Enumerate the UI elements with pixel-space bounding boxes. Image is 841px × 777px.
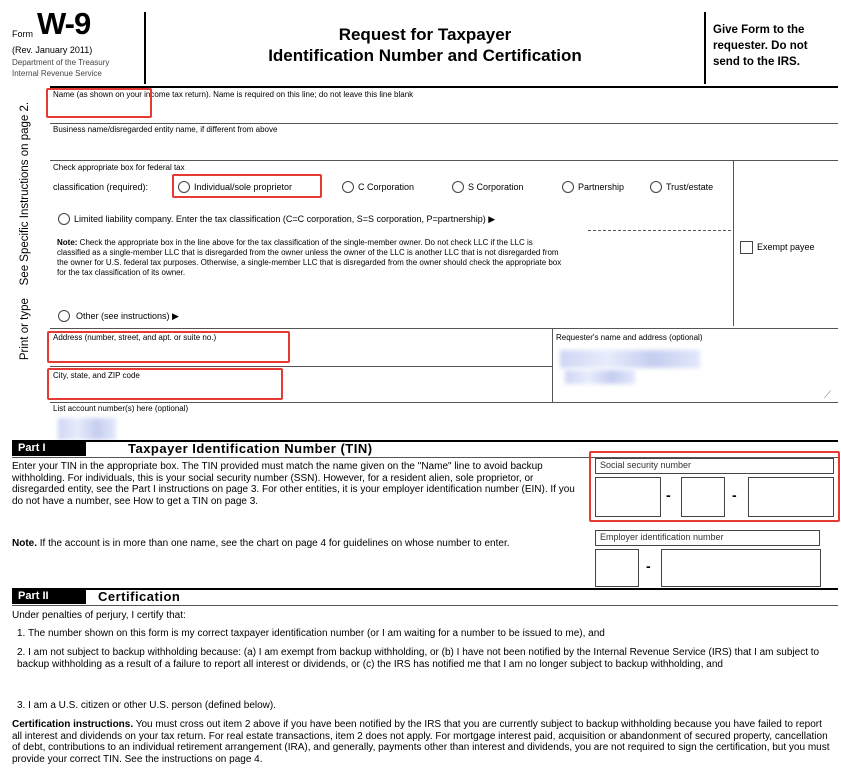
radio-c-corporation[interactable] — [342, 181, 354, 193]
redacted-requester-2 — [565, 370, 635, 384]
part1-note: Note. If the account is in more than one name, see the chart on page 4 for guidelines on whose number to enter. — [12, 538, 510, 549]
revision-date: (Rev. January 2011) — [12, 45, 93, 55]
agency: Internal Revenue Service — [12, 69, 102, 78]
highlight-address — [47, 331, 290, 363]
option-c-corp-label: C Corporation — [358, 182, 415, 192]
option-partnership-label: Partnership — [578, 182, 625, 192]
highlight-name — [46, 88, 152, 118]
ssn-label: Social security number — [595, 458, 834, 474]
form-title: Request for Taxpayer Identification Number and Certification — [268, 25, 582, 65]
ein-label: Employer identification number — [595, 530, 820, 546]
part2-title: Certification — [98, 589, 181, 604]
give-form-note: Give Form to the requester. Do not send to the IRS. — [713, 24, 808, 68]
radio-s-corporation[interactable] — [452, 181, 464, 193]
name-input[interactable] — [53, 102, 833, 122]
classification-note: Note: Check the appropriate box in the line above for the tax classification of the single-member owner. Do not check LLC if the LLC is classified as a single-member LLC that is disregarded from the owner unless the owner of the LLC is another LLC that is not disregarded from the owner for U.S. federal tax purposes. Otherwise, a single-member LLC that is disregarded from the owner should check the appropriate box for the tax classification of its owner. — [57, 238, 562, 277]
llc-classification-input[interactable] — [588, 212, 731, 231]
classification-required-label: classification (required): — [53, 182, 149, 192]
cert-item-3: 3. I am a U.S. citizen or other U.S. person (defined below). — [17, 700, 277, 711]
cert-item-1: 1. The number shown on this form is my correct taxpayer identification number (or I am waiting for a number to be issued to me), and — [17, 628, 605, 639]
name-label: Name (as shown on your income tax return). Name is required on this line; do not leave this line blank — [53, 90, 414, 99]
radio-partnership[interactable] — [562, 181, 574, 193]
account-input[interactable] — [53, 416, 833, 436]
account-label: List account number(s) here (optional) — [53, 404, 189, 413]
ssn-dash-2: - — [732, 487, 737, 503]
highlight-city — [47, 368, 283, 400]
option-individual-label: Individual/sole proprietor — [194, 182, 293, 192]
radio-llc[interactable] — [58, 213, 70, 225]
cert-item-2: 2. I am not subject to backup withholding because: (a) I am exempt from backup withholding, or (b) I have not been notified by the Internal Revenue Service (IRS) that I am subject to backup withholding as a result of a failure to report all interest or dividends, or (c) the IRS has notified me that I am no longer subject to backup withholding, and — [17, 647, 820, 670]
form-word: Form — [12, 29, 33, 39]
radio-trust-estate[interactable] — [650, 181, 662, 193]
option-s-corp-label: S Corporation — [468, 182, 524, 192]
ssn-dash-1: - — [666, 487, 671, 503]
other-label: Other (see instructions) ▶ — [76, 311, 179, 321]
part1-title: Taxpayer Identification Number (TIN) — [128, 441, 373, 456]
resize-handle-icon[interactable]: ⟋ — [824, 390, 831, 401]
side-instructions: Print or type See Specific Instructions on page 2. — [19, 101, 31, 361]
ein-dash: - — [646, 558, 651, 574]
part2-label: Part II — [12, 589, 86, 604]
department: Department of the Treasury — [12, 58, 110, 67]
form-header — [0, 0, 841, 88]
form-number: W-9 — [37, 6, 91, 41]
highlight-individual — [172, 174, 322, 198]
classification-label: Check appropriate box for federal tax — [53, 163, 185, 172]
ein-part1-input[interactable] — [595, 549, 639, 587]
redacted-account — [58, 418, 116, 440]
address-label: Address (number, street, and apt. or suite no.) — [53, 333, 217, 342]
exempt-payee-label: Exempt payee — [757, 242, 815, 252]
requester-label: Requester's name and address (optional) — [556, 333, 703, 342]
cert-instructions: Certification instructions. You must cross out item 2 above if you have been notified by the IRS that you are currently subject to backup withholding because you have failed to report all interest and dividends on your tax return. For real estate transactions, item 2 does not apply. For mortgage interest paid, acquisition or abandonment of secured property, cancellation of debt, contributions to an individual retirement arrangement (IRA), and generally, payments other than interest and dividends, you are not required to sign the certification, but you must provide your correct TIN. See the instructions on page 4. — [12, 719, 830, 765]
highlight-ssn — [589, 451, 840, 522]
ein-part2-input[interactable] — [661, 549, 821, 587]
llc-label: Limited liability company. Enter the tax classification (C=C corporation, S=S corporation, P=partnership) ▶ — [74, 214, 496, 224]
city-label: City, state, and ZIP code — [53, 371, 140, 380]
part1-label: Part I — [12, 441, 86, 456]
business-name-input[interactable] — [53, 137, 833, 159]
exempt-payee-checkbox[interactable] — [740, 241, 753, 254]
part1-text: Enter your TIN in the appropriate box. The TIN provided must match the name given on the "Name" line to avoid backup withholding. For individuals, this is your social security number (SSN). However, for a resident alien, sole proprietor, or disregarded entity, see the Part I instructions on page 3. For other entities, it is your employer identification number (EIN). If you do not have a number, see How to get a TIN on page 3. — [12, 461, 575, 507]
radio-other[interactable] — [58, 310, 70, 322]
option-trust-label: Trust/estate — [666, 182, 714, 192]
part2-intro: Under penalties of perjury, I certify that: — [12, 610, 186, 621]
redacted-requester — [560, 350, 700, 368]
business-name-label: Business name/disregarded entity name, if different from above — [53, 125, 278, 134]
